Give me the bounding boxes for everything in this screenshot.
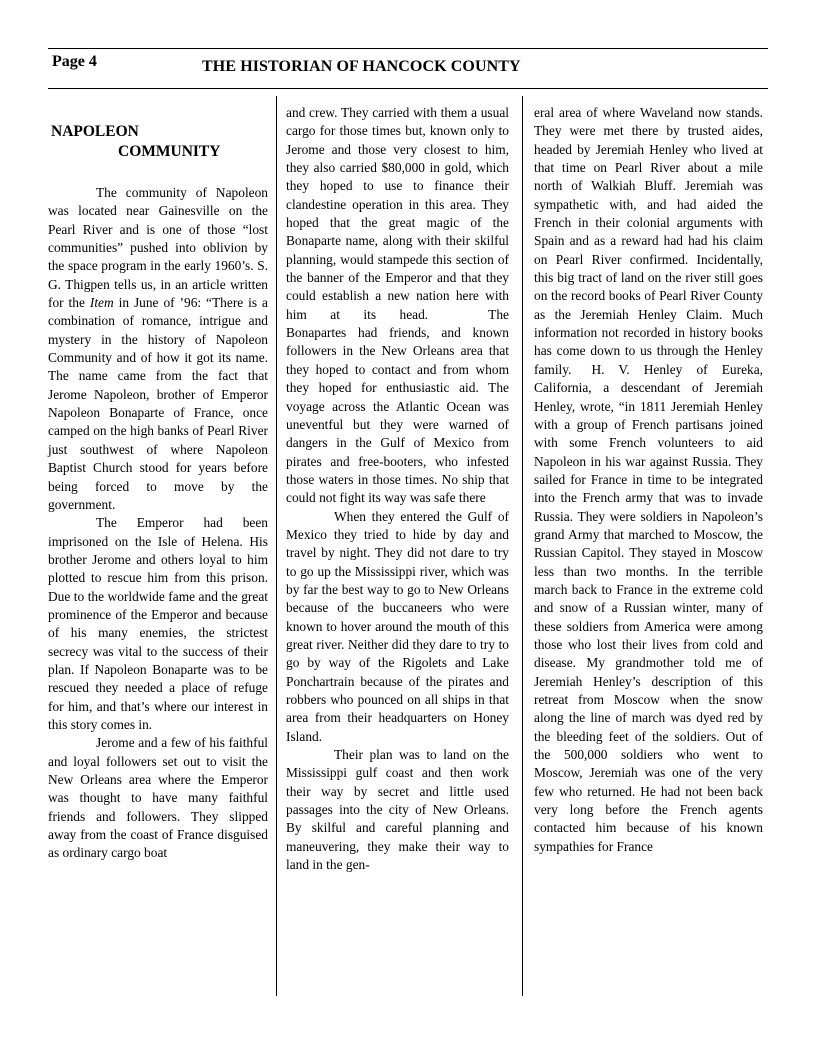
paragraph: [286, 104, 509, 508]
article-title: [51, 122, 268, 162]
column-divider-2: [522, 96, 523, 996]
paragraph: Their plan was to land on the Mississippi gulf coast and then work their way by secret and little used passages into the city of New Orleans. By skilful and careful planning and maneuvering, they make their way to land in the gen-: [286, 747, 509, 873]
paragraph-text: The community of Napoleon was located near Gainesville on the Pearl River and is one of those “lost communities” pushed into oblivion by the space program in the early 1960’s. S. G. Thigpen tells us, in an article written for the: [48, 185, 268, 311]
paragraph: When they entered the Gulf of Mexico they tried to hide by day and travel by night. They did not dare to try to go up the Mississippi river, which was by far the best way to go to New Orleans because of the buccaneers who were known to hover around the mouth of this great river. Neither did they dare to try to go by way of the Rigolets and Lake Ponchartrain because of the pirates and robbers who pounced on all ships in that area from their headquarters on Honey Island.: [286, 508, 509, 744]
paragraph: The Emperor had been imprisoned on the Isle of Helena. His brother Jerome and others loyal to him plotted to rescue him from this prison. Due to the worldwide fame and the great prominence of the Emperor and because of his many enemies, the strictest secrecy was vital to the success of their plan. If Napoleon Bonaparte was to be rescued they needed a place of refuge for him, and that’s where our interest in this story comes in.: [48, 515, 268, 732]
article-title-line-2: COMMUNITY: [118, 143, 221, 160]
article-column-3: [534, 104, 763, 856]
page-number: Page 4: [52, 53, 97, 70]
paragraph-text: The Bonapartes had friends, and known followers in the New Orleans area that they hoped to contact and from whom they hoped for enthusiastic aid. The voyage across the Atlantic Ocean was uneventful but they were warned of dangers in the Gulf of Mexico from pirates and free-booters, who infested those waters in those times. No ship that could not fight its way was safe there: [286, 306, 509, 506]
paragraph-text: and crew. They carried with them a usual cargo for those times but, known only to Jerome and those very closest to him, they also carried $80,000 in gold, which they hoped to use to finance their clandestine operation in this area. They hoped that the great magic of the Bonaparte name, along with their skilful planning, would stampede this section of the banner of the Emperor and that they could establish a new nation here with him at its head.: [286, 105, 509, 322]
paragraph-text: in June of ’96: “There is a combination of romance, intrigue and mystery in the history of Napoleon Community and of how it got its name. The name came from the fact that Jerome Napoleon, brother of Emperor Napoleon Bonaparte of France, once camped on the high banks of Pearl River just southwest of where Napoleon Baptist Church stood for years before being forced to move by the government.: [48, 295, 268, 512]
article-title-line-1: NAPOLEON: [51, 123, 139, 140]
newsletter-title: THE HISTORIAN OF HANCOCK COUNTY: [202, 58, 521, 75]
header-rule-top: [48, 48, 768, 49]
article-column-1: [48, 104, 268, 863]
publication-name: Item: [89, 295, 114, 311]
paragraph: Jerome and a few of his faithful and loyal followers set out to visit the New Orleans area where the Emperor was thought to have many faithful friends and followers. They slipped away from the coast of France disguised as ordinary cargo boat: [48, 735, 268, 861]
paragraph-text: H. V. Henley of Eureka, California, a descendant of Jeremiah Henley, wrote, “in 1811 Jeremiah Henley with a group of French partisans joined with some French volunteers to aid Napoleon in his war against Russia. They sailed for France in time to be integrated into the French army that was to invade Russia. They were soldiers in Napoleon’s grand Army that marched to Moscow, the Russian Capitol. They stayed in Moscow less than two months. In the terrible march back to France in the extreme cold and snow of a Russian winter, many of these soldiers from America were among those who lost their lives from cold and disease. My grandmother told me of Jeremiah Henley’s description of this retreat from Moscow when the snow along the line of march was dyed red by the bleeding feet of the soldiers. Out of the 500,000 soldiers who went to Moscow, Jeremiah was one of the very few who returned. He had not been back very long before the French agents contacted him because of his known sympathies for France: [534, 361, 763, 854]
paragraph: [534, 104, 763, 856]
header-rule-bottom: [48, 88, 768, 89]
paragraph-text: eral area of where Waveland now stands. They were met there by trusted aides, headed by Jeremiah Henley who lived at that time on Pearl River about a mile north of Walkiah Bluff. Jeremiah was sympathetic with, and had aided the French in their colonial arguments with Spain and as a reward had had his claim on Pearl River confirmed. Incidentally, this big tract of land on the river still goes on the record books of Pearl River County as the Jeremiah Henley Claim. Much information not recorded in history books has come down to us through the Henley family.: [534, 105, 763, 377]
paragraph: [48, 184, 268, 514]
article-column-2: [286, 104, 509, 874]
column-divider-1: [276, 96, 277, 996]
